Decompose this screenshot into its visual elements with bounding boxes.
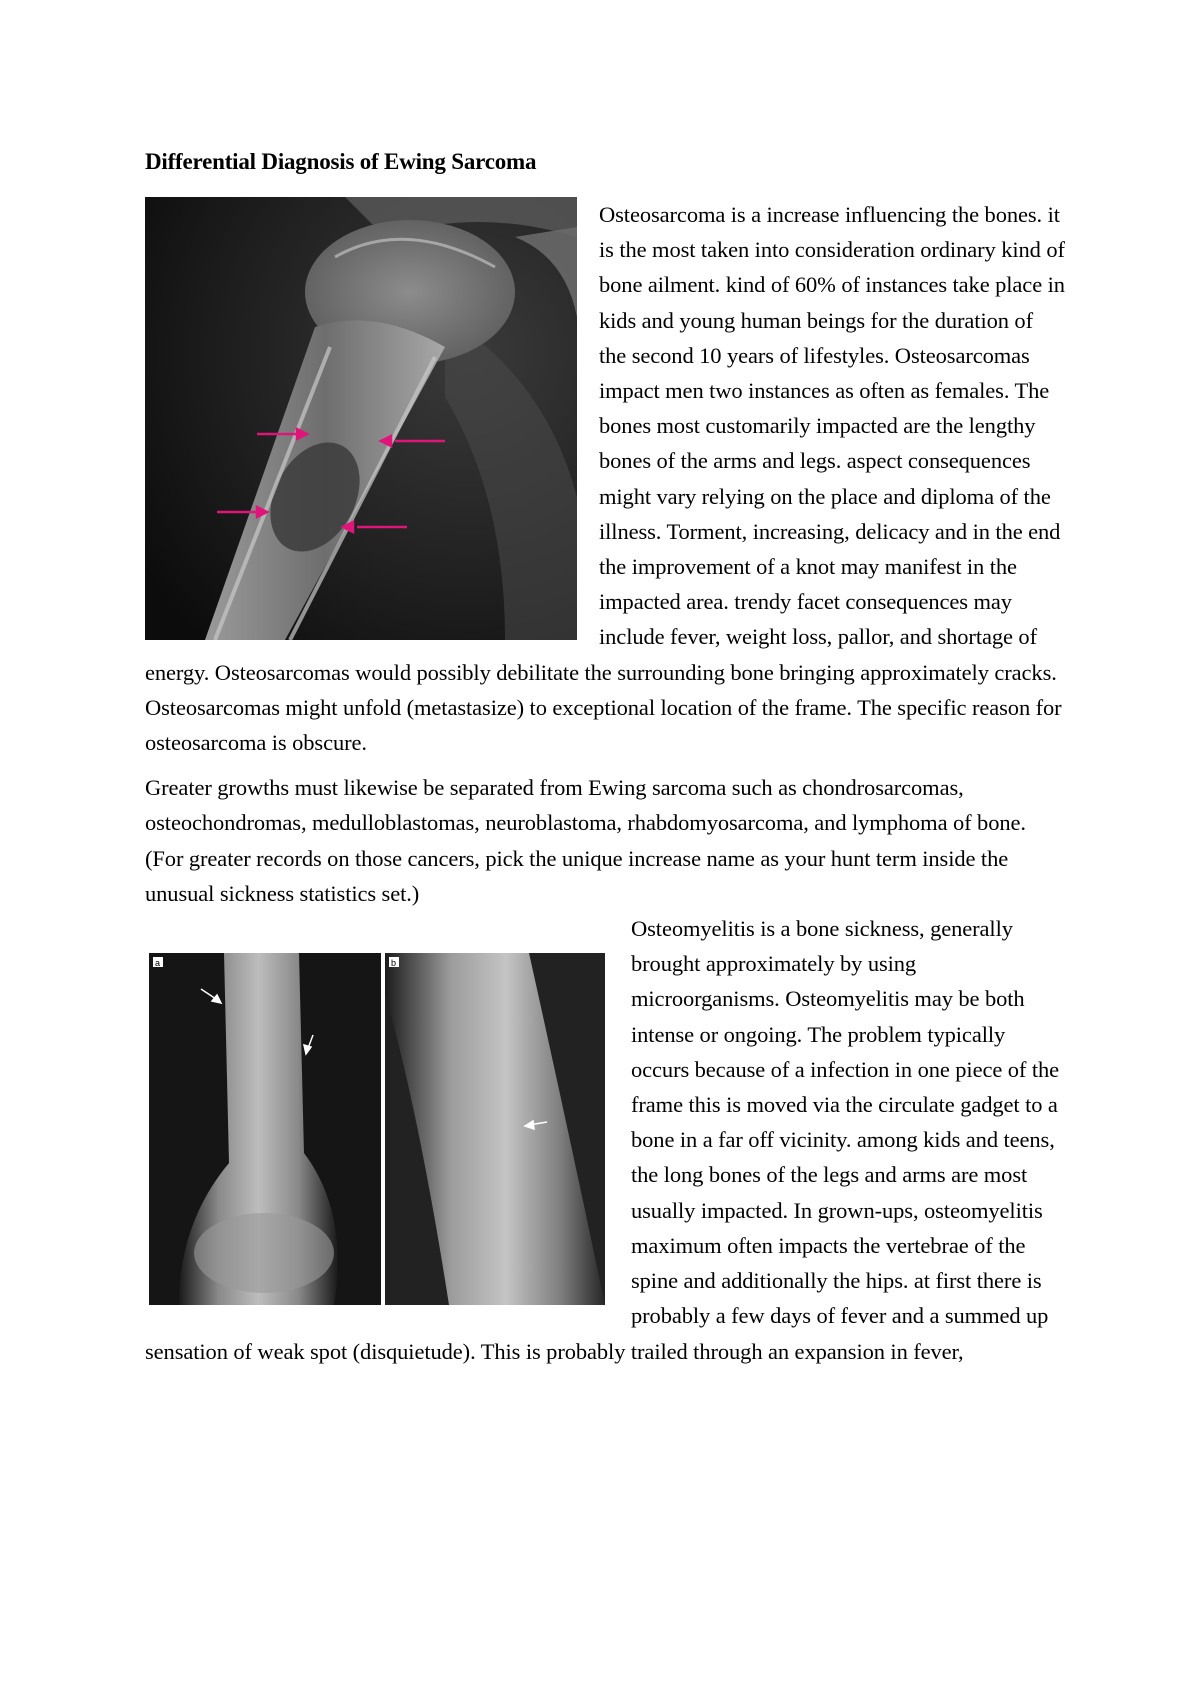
- paragraph-other-tumors: Greater growths must likewise be separated from Ewing sarcoma such as chondrosarcomas, osteochondromas, medulloblastomas, neuroblastoma, rhabdomyosarcoma, and lymphoma of bone. (For greater records on those cancers, pick the unique increase name as your hunt term inside the unusual sickness statistics set.): [145, 775, 1026, 906]
- paragraph-osteosarcoma: Osteosarcoma is a increase influencing the bones. it is the most taken into consideration ordinary kind of bone ailment. kind of 60% of instances take place in kids and young human beings for the duration of the second 10 years of lifestyles. Osteosarcomas impact men two instances as often as females. The bones most customarily impacted are the lengthy bones of the arms and legs. aspect consequences might vary relying on the place and diploma of the illness. Torment, increasing, delicacy and in the end the improvement of a knot may manifest in the impacted area. trendy facet consequences may include fever, weight loss, pallor, and shortage of energy. Osteosarcomas would possibly debilitate the surrounding bone bringing approximately cracks. Osteosarcomas might unfold (metastasize) to exceptional location of the frame. The specific reason for osteosarcoma is obscure.: [145, 202, 1065, 756]
- xray-femur-image: [149, 953, 605, 1305]
- panel-label-b: b: [391, 958, 396, 969]
- document-body: [145, 197, 1065, 1369]
- document-title: Differential Diagnosis of Ewing Sarcoma: [145, 149, 537, 174]
- panel-label-a: a: [155, 958, 160, 969]
- paragraph-osteomyelitis: Osteomyelitis is a bone sickness, generally brought approximately by using microorganisms. Osteomyelitis may be both intense or ongoing. The problem typically occurs because of a infection in one piece of the frame this is moved via the circulate gadget to a bone in a far off vicinity. among kids and teens, the long bones of the legs and arms are most usually impacted. In grown-ups, osteomyelitis maximum often impacts the vertebrae of the spine and additionally the hips. at first there is probably a few days of fever and a summed up sensation of weak spot (disquietude). This is probably trailed through an expansion in fever,: [145, 916, 1060, 1364]
- xray-humerus-image: [145, 197, 577, 640]
